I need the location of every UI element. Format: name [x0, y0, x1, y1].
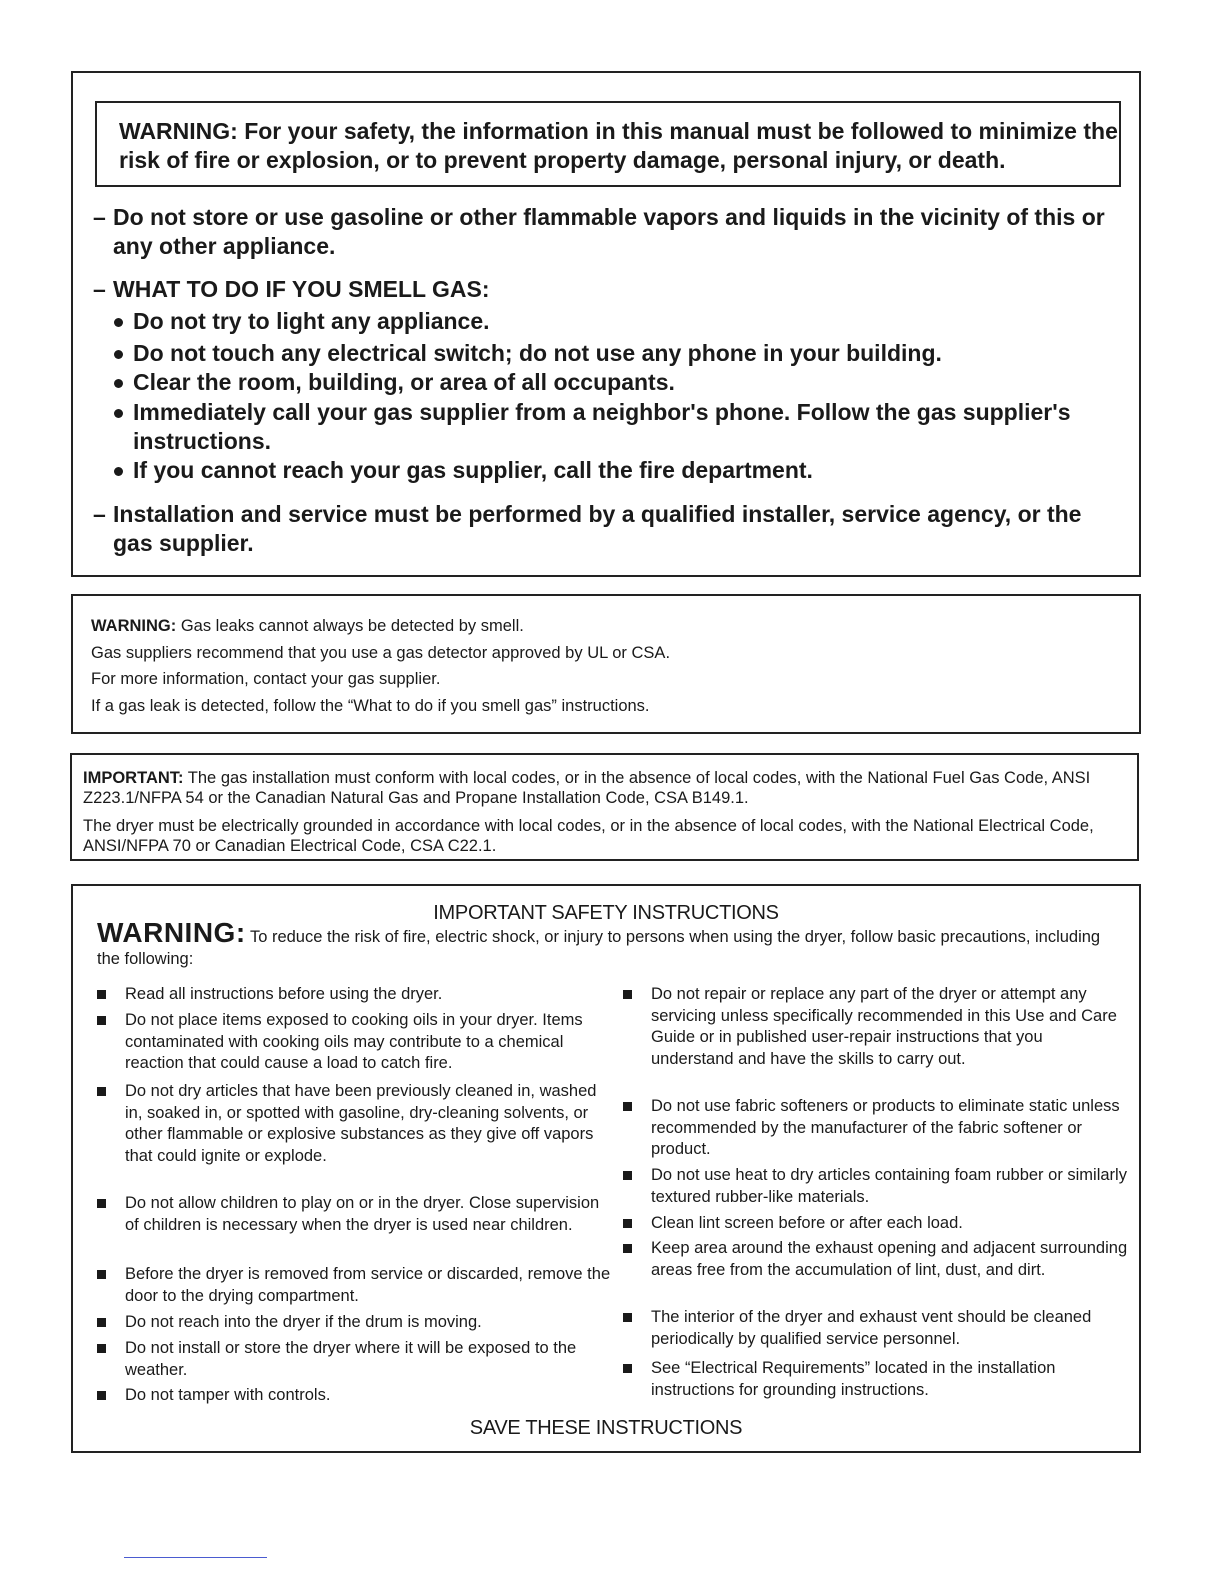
- footer-rule: [124, 1557, 267, 1558]
- smell-gas-bullet: [113, 368, 1123, 397]
- safety-item: [623, 1307, 1128, 1350]
- safety-item: [97, 1264, 617, 1307]
- leak-warning-line-4: If a gas leak is detected, follow the “What to do if you smell gas” instructions.: [91, 697, 650, 715]
- safety-item-text: Do not reach into the dryer if the drum is moving.: [125, 1313, 482, 1331]
- safety-item: [97, 1010, 617, 1075]
- safety-item-text: Clean lint screen before or after each load.: [651, 1214, 963, 1232]
- safety-item-text: Do not use heat to dry articles containing foam rubber or similarly textured rubber-like materials.: [651, 1166, 1127, 1206]
- gas-warning-item-2: [93, 275, 1123, 304]
- smell-gas-bullet-text: Do not touch any electrical switch; do not use any phone in your building.: [133, 340, 942, 366]
- gas-warning-header-box: [95, 101, 1121, 187]
- safety-warning-text: To reduce the risk of fire, electric shock, or injury to persons when using the dryer, follow basic precautions, including the following:: [97, 928, 1101, 968]
- dash-marker: –: [93, 276, 106, 302]
- bullet-dot-icon: [114, 350, 123, 359]
- smell-gas-bullet: [113, 456, 1123, 485]
- leak-warning-line-1: [91, 616, 524, 636]
- safety-item: [623, 984, 1128, 1071]
- square-bullet-icon: [97, 1016, 106, 1025]
- safety-item-text: Do not allow children to play on or in the dryer. Close supervision of children is necessary when the dryer is used near children.: [125, 1194, 600, 1234]
- safety-warning: [97, 917, 1127, 970]
- safety-item-text: Do not install or store the dryer where it will be exposed to the weather.: [125, 1339, 577, 1379]
- square-bullet-icon: [623, 1171, 632, 1180]
- safety-warning-label: WARNING:: [97, 917, 246, 948]
- gas-warning-item-1-text: Do not store or use gasoline or other flammable vapors and liquids in the vicinity of this or any other appliance.: [113, 204, 1105, 259]
- safety-item-text: See “Electrical Requirements” located in the installation instructions for grounding instructions.: [651, 1359, 1056, 1399]
- safety-item-text: Do not repair or replace any part of the dryer or attempt any servicing unless specifically recommended in this Use and Care Guide or in published user-repair instructions that you understand and have the skills to carry out.: [651, 985, 1117, 1069]
- safety-item: [97, 1081, 617, 1168]
- square-bullet-icon: [97, 1199, 106, 1208]
- square-bullet-icon: [97, 1087, 106, 1096]
- square-bullet-icon: [97, 1270, 106, 1279]
- save-instructions-title: SAVE THESE INSTRUCTIONS: [469, 1417, 743, 1439]
- safety-item-text: Do not use fabric softeners or products to eliminate static unless recommended by the manufacturer of the fabric softener or product.: [651, 1097, 1120, 1159]
- safety-item-text: Do not place items exposed to cooking oils in your dryer. Items contaminated with cooking oils may contribute to a chemical reaction that could cause a load to catch fire.: [125, 1011, 583, 1073]
- dash-marker: –: [93, 501, 106, 527]
- safety-item: [97, 1193, 617, 1236]
- gas-warning-header: WARNING: For your safety, the information in this manual must be followed to minimize the risk of fire or explosion, or to prevent property damage, personal injury, or death.: [119, 118, 1118, 173]
- leak-warning-line-3: For more information, contact your gas supplier.: [91, 670, 441, 688]
- square-bullet-icon: [623, 1102, 632, 1111]
- smell-gas-bullet: [113, 398, 1123, 456]
- square-bullet-icon: [97, 1344, 106, 1353]
- leak-warning-line-1-text: Gas leaks cannot always be detected by smell.: [176, 617, 524, 635]
- dash-marker: –: [93, 204, 106, 230]
- smell-gas-bullet-text: If you cannot reach your gas supplier, call the fire department.: [133, 457, 813, 483]
- safety-item-text: Do not tamper with controls.: [125, 1386, 331, 1404]
- square-bullet-icon: [97, 990, 106, 999]
- gas-warning-item-1: [93, 203, 1123, 261]
- safety-item: [623, 1096, 1128, 1161]
- gas-warning-item-3: [93, 500, 1123, 558]
- safety-item: [623, 1238, 1128, 1281]
- important-box: [70, 753, 1139, 861]
- bullet-dot-icon: [114, 467, 123, 476]
- safety-item: [97, 1338, 617, 1381]
- square-bullet-icon: [97, 1318, 106, 1327]
- square-bullet-icon: [623, 1244, 632, 1253]
- safety-item-text: Keep area around the exhaust opening and adjacent surrounding areas free from the accumulation of lint, dust, and dirt.: [651, 1239, 1128, 1279]
- safety-item: [97, 1385, 617, 1407]
- important-para-1: [83, 768, 1123, 808]
- smell-gas-bullet: [113, 307, 1123, 336]
- safety-item-text: Before the dryer is removed from service or discarded, remove the door to the drying compartment.: [125, 1265, 611, 1305]
- safety-item: [623, 1213, 1128, 1235]
- smell-gas-bullet-text: Immediately call your gas supplier from a neighbor's phone. Follow the gas supplier's instructions.: [133, 399, 1071, 454]
- smell-gas-bullet-text: Do not try to light any appliance.: [133, 308, 490, 334]
- leak-warning-box: [71, 594, 1141, 734]
- square-bullet-icon: [97, 1391, 106, 1400]
- safety-instructions-box: [71, 884, 1141, 1453]
- safety-item: [623, 1165, 1128, 1208]
- gas-warning-box: [71, 71, 1141, 577]
- bullet-dot-icon: [114, 318, 123, 327]
- bullet-dot-icon: [114, 409, 123, 418]
- safety-item: [97, 1312, 617, 1334]
- important-label: IMPORTANT:: [83, 769, 184, 787]
- leak-warning-label: WARNING:: [91, 617, 177, 635]
- square-bullet-icon: [623, 1219, 632, 1228]
- important-para-1-text: The gas installation must conform with local codes, or in the absence of local codes, with the National Fuel Gas Code, ANSI Z223.1/NFPA 54 or the Canadian Natural Gas and Propane Installation Code, CSA B149.1.: [83, 769, 1091, 807]
- leak-warning-line-2: Gas suppliers recommend that you use a gas detector approved by UL or CSA.: [91, 644, 671, 662]
- square-bullet-icon: [623, 1313, 632, 1322]
- safety-item: [97, 984, 617, 1006]
- safety-item-text: The interior of the dryer and exhaust vent should be cleaned periodically by qualified service personnel.: [651, 1308, 1092, 1348]
- square-bullet-icon: [623, 1364, 632, 1373]
- bullet-dot-icon: [114, 379, 123, 388]
- safety-item-text: Do not dry articles that have been previously cleaned in, washed in, soaked in, or spotted with gasoline, dry-cleaning solvents, or other flammable or explosive substances as they give off vapors that could ignite or explode.: [125, 1082, 597, 1166]
- smell-gas-heading: WHAT TO DO IF YOU SMELL GAS:: [113, 276, 490, 302]
- safety-item-text: Read all instructions before using the dryer.: [125, 985, 443, 1003]
- gas-warning-item-3-text: Installation and service must be performed by a qualified installer, service agency, or the gas supplier.: [113, 501, 1082, 556]
- smell-gas-bullet: [113, 339, 1123, 368]
- safety-item: [623, 1358, 1128, 1401]
- square-bullet-icon: [623, 990, 632, 999]
- safety-instructions-title: IMPORTANT SAFETY INSTRUCTIONS: [433, 902, 779, 924]
- important-para-2: The dryer must be electrically grounded in accordance with local codes, or in the absence of local codes, with the National Electrical Code, ANSI/NFPA 70 or Canadian Electrical Code, CSA C22.1.: [83, 817, 1094, 855]
- smell-gas-bullet-text: Clear the room, building, or area of all occupants.: [133, 369, 675, 395]
